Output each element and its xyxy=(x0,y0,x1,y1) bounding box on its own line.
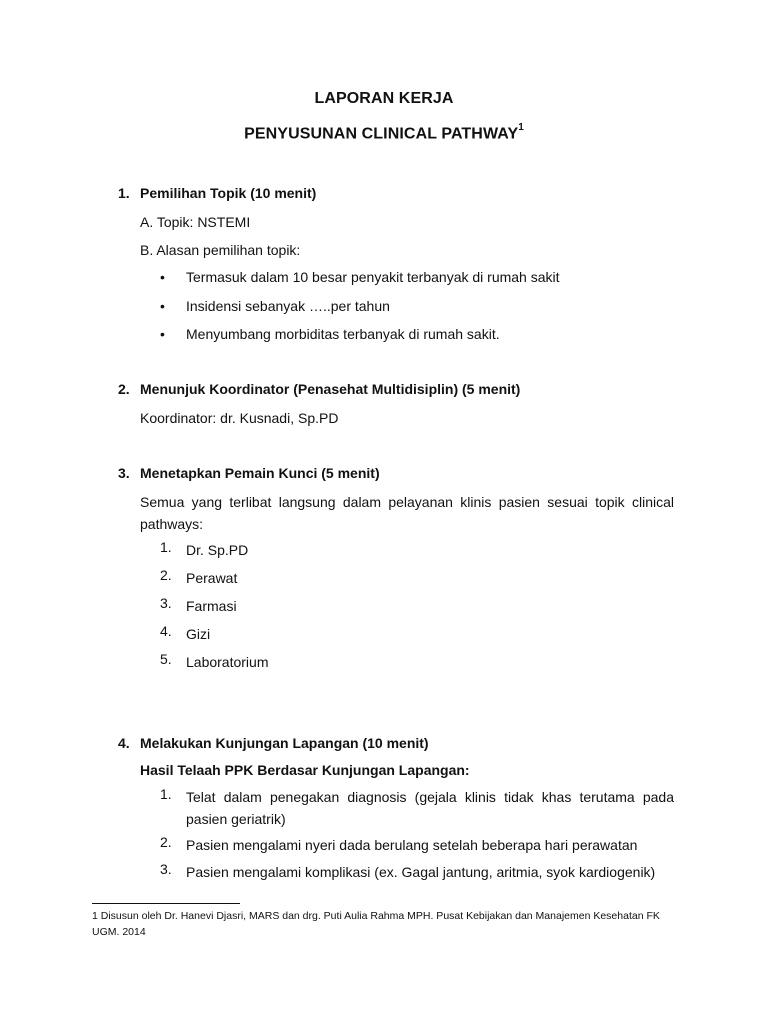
bullet-icon: • xyxy=(160,326,165,342)
list-item-text: Menyumbang morbiditas terbanyak di rumah sakit. xyxy=(186,326,500,342)
list-item xyxy=(160,623,674,645)
list-item xyxy=(160,298,390,314)
section-3-body: Semua yang terlibat langsung dalam pelayanan klinis pasien sesuai topik clinical pathways: xyxy=(140,494,674,532)
list-item xyxy=(160,786,674,830)
list-item xyxy=(160,269,560,285)
list-item-text: Farmasi xyxy=(186,598,237,614)
section-2-body: Koordinator: dr. Kusnadi, Sp.PD xyxy=(140,410,339,426)
list-item-number: 4. xyxy=(160,623,172,639)
section-1-reason-label: B. Alasan pemilihan topik: xyxy=(140,242,301,258)
list-item-text: Termasuk dalam 10 besar penyakit terbanyak di rumah sakit xyxy=(186,269,560,285)
section-2-heading xyxy=(118,381,520,397)
section-heading-text: Melakukan Kunjungan Lapangan (10 menit) xyxy=(140,735,429,751)
bullet-icon: • xyxy=(160,298,165,314)
list-item-text: Insidensi sebanyak …..per tahun xyxy=(186,298,390,314)
section-1-heading xyxy=(118,185,316,201)
list-item-number: 1. xyxy=(160,786,172,802)
list-item xyxy=(160,834,674,856)
section-4-heading xyxy=(118,735,429,751)
list-item-text: Telat dalam penegakan diagnosis (gejala klinis tidak khas terutama pada pasien geriatrik) xyxy=(186,789,674,827)
section-heading-text: Menunjuk Koordinator (Penasehat Multidisiplin) (5 menit) xyxy=(140,381,521,397)
section-3-heading xyxy=(118,465,380,481)
list-item-number: 3. xyxy=(160,595,172,611)
list-item-text: Gizi xyxy=(186,626,211,642)
list-item xyxy=(160,651,674,673)
list-item xyxy=(160,861,674,883)
list-item-text: Pasien mengalami nyeri dada berulang setelah beberapa hari perawatan xyxy=(186,837,638,853)
list-item-text: Perawat xyxy=(186,570,238,586)
section-number: 1. xyxy=(118,185,130,201)
list-item-number: 1. xyxy=(160,539,172,555)
footnote-separator xyxy=(92,903,240,904)
section-number: 4. xyxy=(118,735,130,751)
list-item xyxy=(160,595,674,617)
list-item xyxy=(160,539,674,561)
bullet-icon: • xyxy=(160,269,165,285)
footnote: 1 Disusun oleh Dr. Hanevi Djasri, MARS dan drg. Puti Aulia Rahma MPH. Pusat Kebijakan dan Manajemen Kesehatan FK UGM. 2014 xyxy=(92,910,660,938)
subtitle-text: PENYUSUNAN CLINICAL PATHWAY xyxy=(244,125,519,143)
document-subtitle xyxy=(0,124,768,143)
section-heading-text: Menetapkan Pemain Kunci (5 menit) xyxy=(140,465,380,481)
section-heading-text: Pemilihan Topik (10 menit) xyxy=(140,185,317,201)
list-item xyxy=(160,567,674,589)
list-item-number: 2. xyxy=(160,567,172,583)
list-item-number: 2. xyxy=(160,834,172,850)
list-item-text: Pasien mengalami komplikasi (ex. Gagal jantung, aritmia, syok kardiogenik) xyxy=(186,864,656,880)
list-item-text: Laboratorium xyxy=(186,654,269,670)
footnote-reference: 1 xyxy=(518,122,524,133)
list-item-number: 5. xyxy=(160,651,172,667)
section-number: 2. xyxy=(118,381,130,397)
section-4-body: Hasil Telaah PPK Berdasar Kunjungan Lapangan: xyxy=(140,762,470,778)
section-number: 3. xyxy=(118,465,130,481)
list-item xyxy=(160,326,500,342)
list-item-text: Dr. Sp.PD xyxy=(186,542,249,558)
section-1-topic: A. Topik: NSTEMI xyxy=(140,214,251,230)
document-title: LAPORAN KERJA xyxy=(314,90,454,107)
list-item-number: 3. xyxy=(160,861,172,877)
